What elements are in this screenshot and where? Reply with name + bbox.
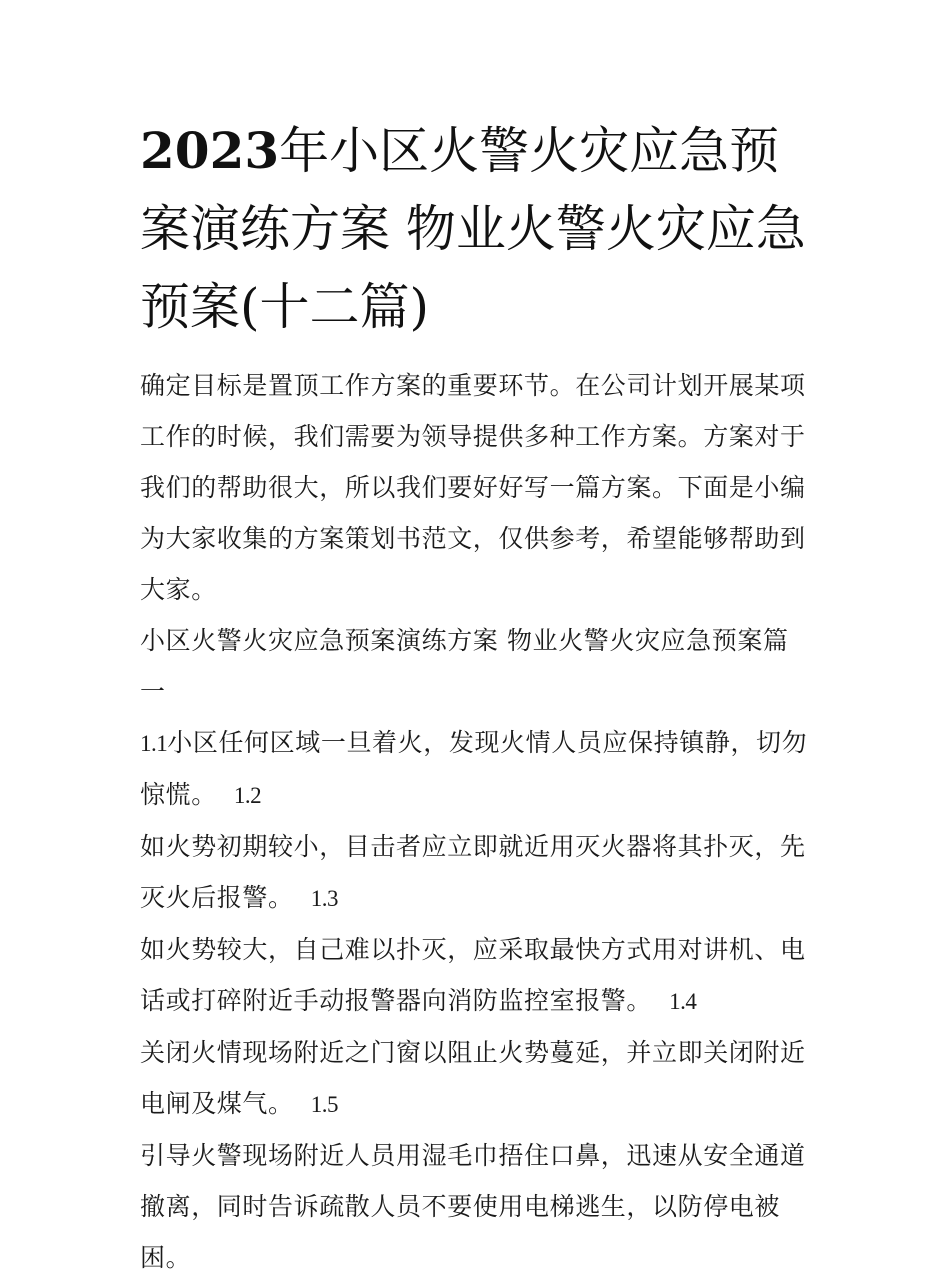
document-title xyxy=(140,112,812,346)
item-1-5 xyxy=(140,1130,812,1283)
item-1-2 xyxy=(140,821,812,924)
item-number: 1.4 xyxy=(669,989,697,1014)
item-1-4 xyxy=(140,1027,812,1130)
item-1-1 xyxy=(140,717,812,821)
item-number: 1.3 xyxy=(310,886,338,911)
document-content xyxy=(140,112,812,1283)
item-1-3 xyxy=(140,924,812,1027)
intro-paragraph: 确定目标是置顶工作方案的重要环节。在公司计划开展某项工作的时候，我们需要为领导提供多种工作方案。方案对于我们的帮助很大，所以我们要好好写一篇方案。下面是小编为大家收集的方案策划书范文，仅供参考，希望能够帮助到大家。 xyxy=(140,371,806,604)
section-heading: 小区火警火灾应急预案演练方案 物业火警火灾应急预案篇一 xyxy=(140,626,789,706)
item-number: 1.2 xyxy=(233,783,262,808)
item-text: 如火势较大，自己难以扑灭，应采取最快方式用对讲机、电话或打碎附近手动报警器向消防监控室报警。 xyxy=(140,935,806,1015)
item-text: 如火势初期较小，目击者应立即就近用灭火器将其扑灭，先灭火后报警。 xyxy=(140,832,806,912)
item-text: 引导火警现场附近人员用湿毛巾捂住口鼻，迅速从安全通道撤离，同时告诉疏散人员不要使用电梯逃生，以防停电被困。 xyxy=(140,1141,806,1272)
item-number: 1.1 xyxy=(140,731,168,756)
title-year: 2023 xyxy=(140,121,280,180)
item-text: 关闭火情现场附近之门窗以阻止火势蔓延，并立即关闭附近电闸及煤气。 xyxy=(140,1038,806,1118)
item-number: 1.5 xyxy=(310,1092,338,1117)
document-body xyxy=(140,360,812,1283)
item-text: 小区任何区域一旦着火，发现火情人员应保持镇静，切勿惊慌。 xyxy=(140,728,808,809)
title-text: 年小区火警火灾应急预案演练方案 物业火警火灾应急预案(十二篇) xyxy=(140,122,806,336)
